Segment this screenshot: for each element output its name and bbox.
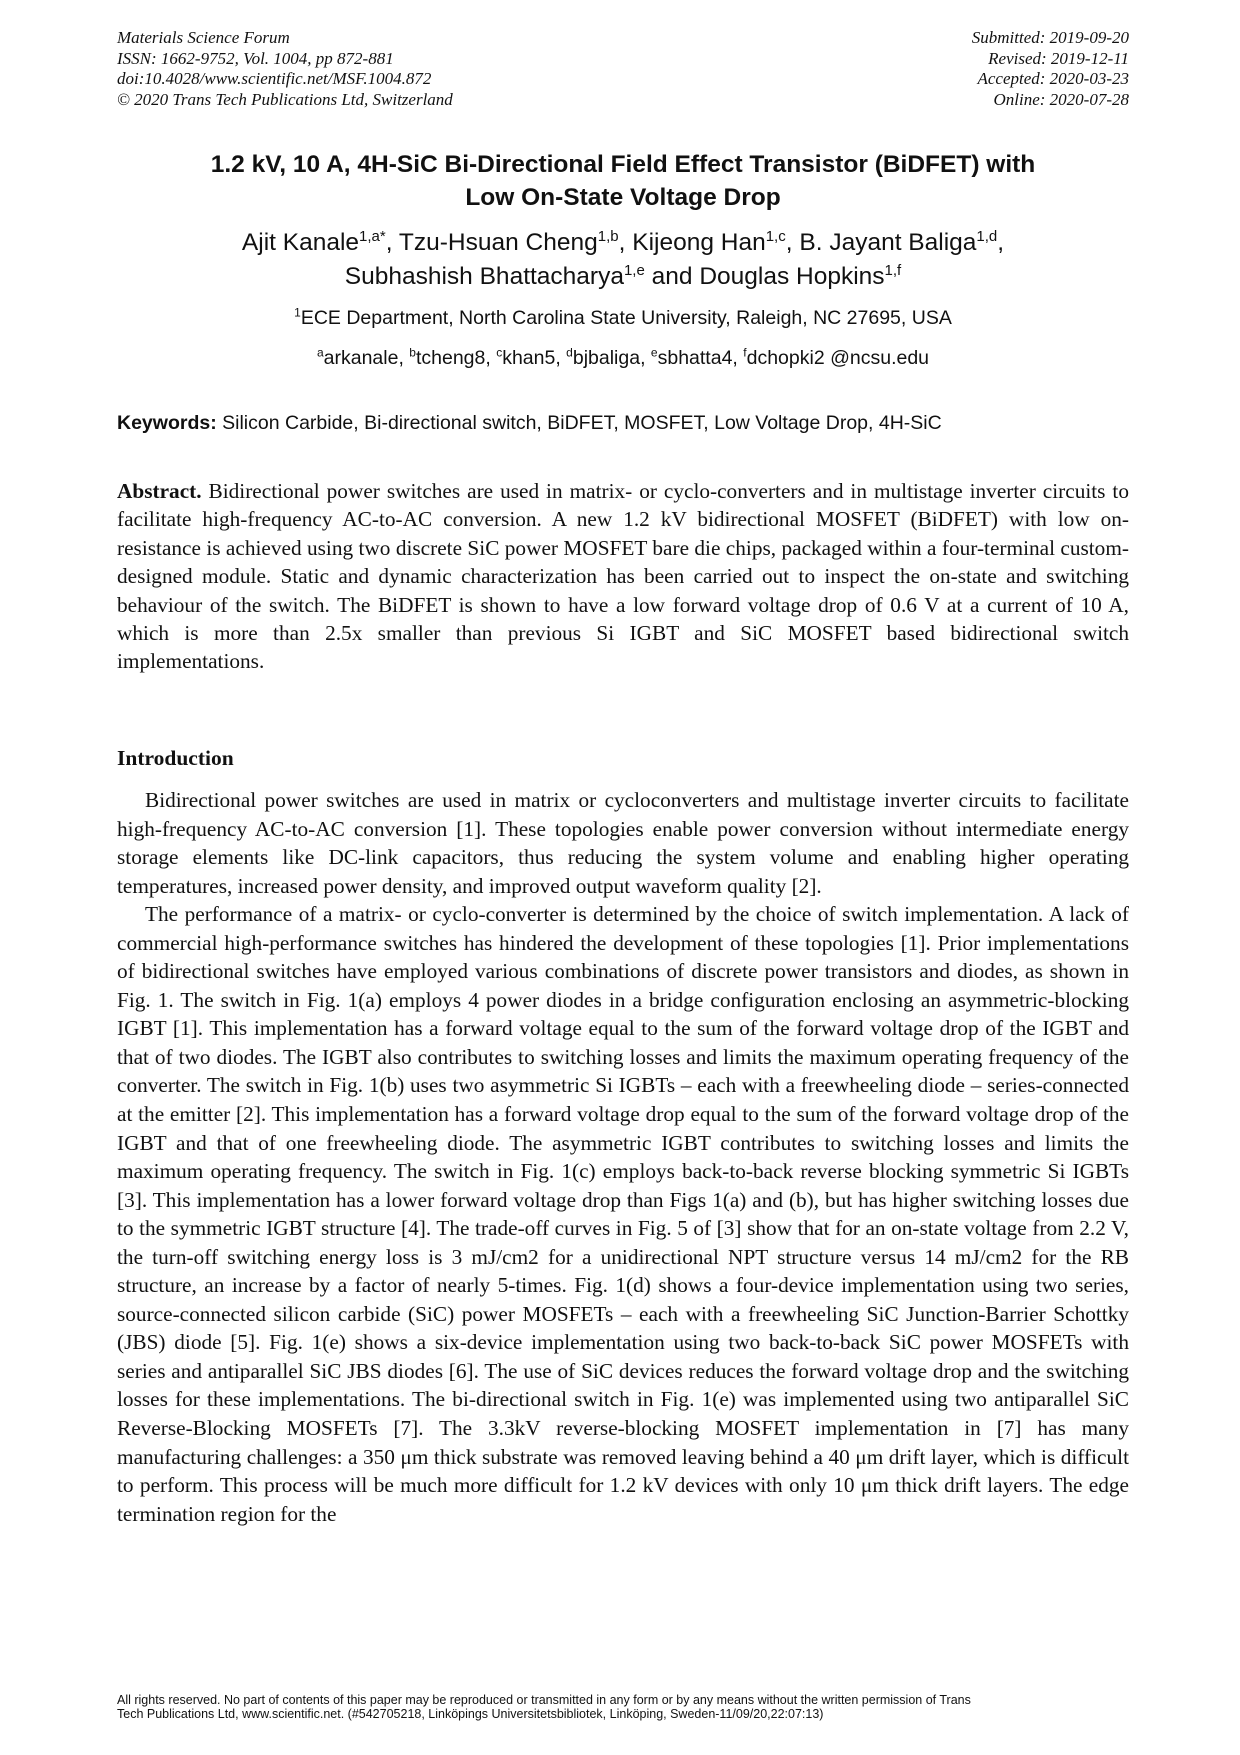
email-text: tcheng8, [415,347,497,369]
affiliation [117,305,1129,331]
keywords [117,410,1129,436]
date-online: Online: 2020-07-28 [993,89,1129,109]
author-sep: , [785,229,800,256]
title-line-2: Low On-State Voltage Drop [465,184,781,211]
journal-doi: doi:10.4028/www.scientific.net/MSF.1004.872 [117,69,432,88]
journal-copyright: © 2020 Trans Tech Publications Ltd, Switzerland [117,89,453,109]
footer-line-1: All rights reserved. No part of contents of this paper may be reproduced or transmitted in any form or by any means without the written permission of Trans [117,1693,971,1707]
keywords-label: Keywords: [117,412,217,434]
author-name: Ajit Kanale [241,229,360,256]
email-sup: b [409,345,416,360]
journal-issn: ISSN: 1662-9752, Vol. 1004, pp 872-881 [117,48,394,68]
email-text: bjbaliga, [572,347,651,369]
author-sup: 1,e [623,261,645,279]
email-sup: a [316,345,324,360]
email-sup: d [566,345,573,360]
footer-line-2: Tech Publications Ltd, www.scientific.net. (#542705218, Linköpings Universitetsbibliotek, Linköping, Sweden-11/09/20,22:07:13) [117,1707,824,1721]
email-sup: e [650,345,658,360]
journal-header [117,28,1129,110]
date-accepted: Accepted: 2020-03-23 [977,69,1129,88]
paragraph: The performance of a matrix- or cyclo-converter is determined by the choice of switch implementation. A lack of commercial high-performance switches has hindered the development of these topologies [1]. Prior implementations of bidirectional switches have employed various combinations of discrete power transistors and diodes, as shown in Fig. 1. The switch in Fig. 1(a) employs 4 power diodes in a bridge configuration enclosing an asymmetric-blocking IGBT [1]. This implementation has a forward voltage equal to the sum of the forward voltage drop of the IGBT and that of two diodes. The IGBT also contributes to switching losses and limits the maximum operating frequency of the converter. The switch in Fig. 1(b) uses two asymmetric Si IGBTs – each with a freewheeling diode – series-connected at the emitter [2]. This implementation has a forward voltage drop equal to the sum of the forward voltage drop of the IGBT and that of one freewheeling diode. The asymmetric IGBT contributes to switching losses and limits the maximum operating frequency. The switch in Fig. 1(c) employs back-to-back reverse blocking symmetric Si IGBTs [3]. This implementation has a lower forward voltage drop than Figs 1(a) and (b), but has higher switching losses due to the symmetric IGBT structure [4]. The trade-off curves in Fig. 5 of [3] show that for an on-state voltage from 2.2 V, the turn-off switching energy loss is 3 mJ/cm2 for a unidirectional NPT structure versus 14 mJ/cm2 for the RB structure, an increase by a factor of nearly 5-times. Fig. 1(d) shows a four-device implementation using two series, source-connected silicon carbide (SiC) power MOSFETs – each with a freewheeling SiC Junction-Barrier Schottky (JBS) diode [5]. Fig. 1(e) shows a six-device implementation using two back-to-back SiC power MOSFETs with series and antiparallel SiC JBS diodes [6]. The use of SiC devices reduces the forward voltage drop and the switching losses for these implementations. The bi-directional switch in Fig. 1(e) was implemented using two antiparallel SiC Reverse-Blocking MOSFETs [7]. The 3.3kV reverse-blocking MOSFET implementation in [7] has many manufacturing challenges: a 350 μm thick substrate was removed leaving behind a 40 μm drift layer, which is difficult to perform. This process will be much more difficult for 1.2 kV devices with only 10 μm thick drift layers. The edge termination region for the [117,902,1129,1526]
affiliation-sup: 1 [294,305,301,320]
author-sep: , [385,229,399,256]
author-name: Douglas Hopkins [699,263,885,290]
date-revised: Revised: 2019-12-11 [988,48,1129,68]
author-sup: 1,a* [359,227,386,245]
author-name: Tzu-Hsuan Cheng [398,229,598,256]
author-sup: 1,b [597,227,619,245]
copyright-footer [117,1693,1129,1721]
abstract-text: Bidirectional power switches are used in matrix- or cyclo-converters and in multistage inverter circuits to facilitate high-frequency AC-to-AC conversion. A new 1.2 kV bidirectional MOSFET (BiDFET) with low on-resistance is achieved using two discrete SiC power MOSFET bare die chips, packaged within a four-terminal custom-designed module. Static and dynamic characterization has been carried out to inspect the on-state and switching behaviour of the switch. The BiDFET is shown to have a low forward voltage drop of 0.6 V at a current of 10 A, which is more than 2.5x smaller than previous Si IGBT and SiC MOSFET based bidirectional switch implementations. [117,479,1129,674]
author-list [117,226,1129,294]
email-text: sbhatta4, [657,347,744,369]
title-line-1: 1.2 kV, 10 A, 4H-SiC Bi-Directional Field Effect Transistor (BiDFET) with [210,151,1036,178]
affiliation-text: ECE Department, North Carolina State University, Raleigh, NC 27695, USA [300,307,952,329]
author-sep: , [997,229,1005,256]
email-text: khan5, [502,347,567,369]
journal-info [117,28,453,110]
author-sup: 1,f [884,261,902,279]
email-text: arkanale, [323,347,410,369]
introduction-body [117,786,1129,1528]
section-heading-introduction: Introduction [117,746,234,770]
abstract [117,477,1129,676]
author-name: Kijeong Han [632,229,766,256]
journal-name: Materials Science Forum [117,28,290,47]
author-name: Subhashish Bhattacharya [344,263,624,290]
paper-title [117,148,1129,214]
author-sup: 1,d [976,227,998,245]
author-name: B. Jayant Baliga [799,229,977,256]
date-submitted: Submitted: 2019-09-20 [971,28,1129,47]
email-sup: c [496,345,503,360]
author-sep: , [618,229,633,256]
email-text: dchopki2 @ncsu.edu [746,347,930,369]
email-list [117,345,1129,371]
keywords-text: Silicon Carbide, Bi-directional switch, BiDFET, MOSFET, Low Voltage Drop, 4H-SiC [216,412,942,434]
publication-dates [972,28,1129,110]
abstract-label: Abstract. [117,479,202,503]
author-line-2 [117,260,1129,294]
author-sep: and [644,263,700,290]
author-line-1 [117,226,1129,260]
author-sup: 1,c [765,227,786,245]
email-sup: f [743,345,747,360]
paragraph: Bidirectional power switches are used in matrix or cycloconverters and multistage inverter circuits to facilitate high-frequency AC-to-AC conversion [1]. These topologies enable power conversion without intermediate energy storage elements like DC-link capacitors, thus reducing the system volume and enabling higher operating temperatures, increased power density, and improved output waveform quality [2]. [117,788,1129,898]
